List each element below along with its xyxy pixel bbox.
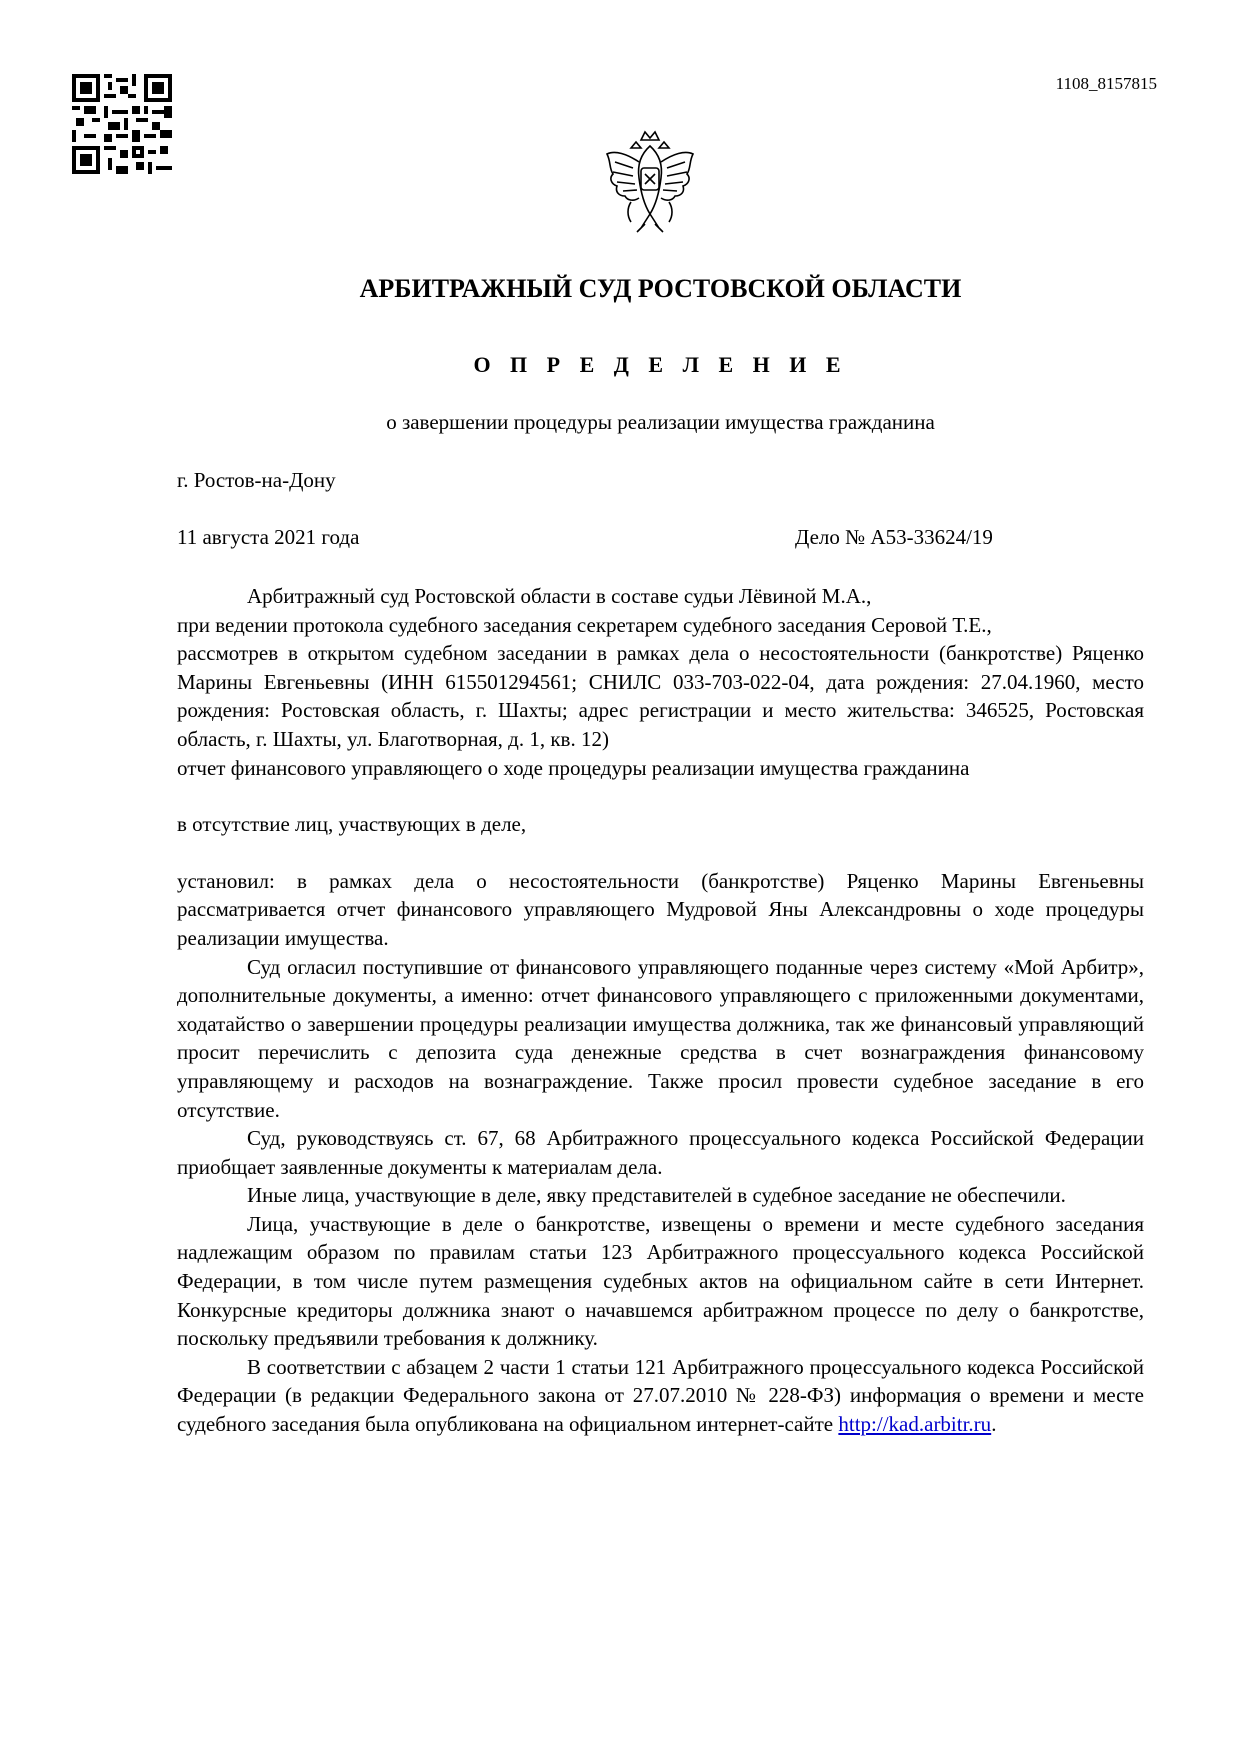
findings-paragraph-6 bbox=[177, 1353, 1144, 1439]
case-number: Дело № А53-33624/19 bbox=[795, 525, 993, 549]
findings-paragraph-2: Суд огласил поступившие от финансового управляющего поданные через систему «Мой Арбитр», дополнительные документы, а именно: отчет финансового управляющего с приложенными документами, ходатайство о завершении процедуры реализации имущества должника, так же финансовый управляющий просит перечислить с депозита суда денежные средства в счет вознаграждения финансовому управляющему и расходов на вознаграждение. Также просил провести судебное заседание в его отсутствие. bbox=[177, 954, 1144, 1122]
findings-paragraph-6-tail: . bbox=[991, 1412, 997, 1437]
document-body bbox=[177, 582, 1144, 1439]
intro-paragraph-4: отчет финансового управляющего о ходе процедуры реализации имущества гражданина bbox=[177, 755, 970, 780]
findings-paragraph-1: установил: в рамках дела о несостоятельности (банкротстве) Ряценко Марины Евгеньевны рассматривается отчет финансового управляющего Мудровой Яны Александровны о ходе процедуры реализации имущества. bbox=[177, 868, 1144, 950]
intro-paragraph-5: в отсутствие лиц, участвующих в деле, bbox=[177, 812, 527, 837]
findings-paragraph-3: Суд, руководствуясь ст. 67, 68 Арбитражного процессуального кодекса Российской Федерации приобщает заявленные документы к материалам дела. bbox=[177, 1126, 1144, 1179]
court-title: АРБИТРАЖНЫЙ СУД РОСТОВСКОЙ ОБЛАСТИ bbox=[359, 274, 962, 303]
findings-paragraph-5: Лица, участвующие в деле о банкротстве, извещены о времени и месте судебного заседания надлежащим образом по правилам статьи 123 Арбитражного процессуального кодекса Российской Федерации, в том числе путем размещения судебных актов на официальном сайте в сети Интернет. Конкурсные кредиторы должника знают о начавшемся арбитражном процессе по делу о банкротстве, поскольку предъявили требования к должнику. bbox=[177, 1211, 1144, 1351]
document-id: 1108_8157815 bbox=[1055, 74, 1157, 93]
kad-arbitr-link[interactable]: http://kad.arbitr.ru bbox=[838, 1412, 992, 1437]
findings-paragraph-6-text: В соответствии с абзацем 2 части 1 статьи 121 Арбитражного процессуального кодекса Российской Федерации (в редакции Федерального закона от 27.07.2010 № 228-ФЗ) информация о времени и месте судебного заседания была опубликована на официальном интернет-сайте bbox=[177, 1354, 1144, 1437]
ruling-date: 11 августа 2021 года bbox=[177, 525, 360, 549]
intro-paragraph-1: Арбитражный суд Ростовской области в составе судьи Лёвиной М.А., bbox=[247, 584, 872, 608]
findings-paragraph-4: Иные лица, участвующие в деле, явку представителей в судебное заседание не обеспечили. bbox=[247, 1183, 1066, 1208]
qr-code bbox=[72, 74, 172, 174]
document-subtitle: о завершении процедуры реализации имущества гражданина bbox=[386, 410, 935, 434]
document-type: О П Р Е Д Е Л Е Н И Е bbox=[473, 352, 848, 377]
city: г. Ростов-на-Дону bbox=[177, 468, 336, 492]
intro-paragraph-2: при ведении протокола судебного заседания секретарем судебного заседания Серовой Т.Е., bbox=[177, 612, 992, 637]
coat-of-arms-emblem bbox=[601, 128, 699, 236]
intro-paragraph-3: рассмотрев в открытом судебном заседании в рамках дела о несостоятельности (банкротстве) Ряценко Марины Евгеньевны (ИНН 615501294561; СНИЛС 033-703-022-04, дата рождения: 27.04.1960, место рождения: Ростовская область, г. Шахты; адрес регистрации и место жительства: 346525, Ростовская область, г. Шахты, ул. Благотворная, д. 1, кв. 12) bbox=[177, 641, 1144, 751]
